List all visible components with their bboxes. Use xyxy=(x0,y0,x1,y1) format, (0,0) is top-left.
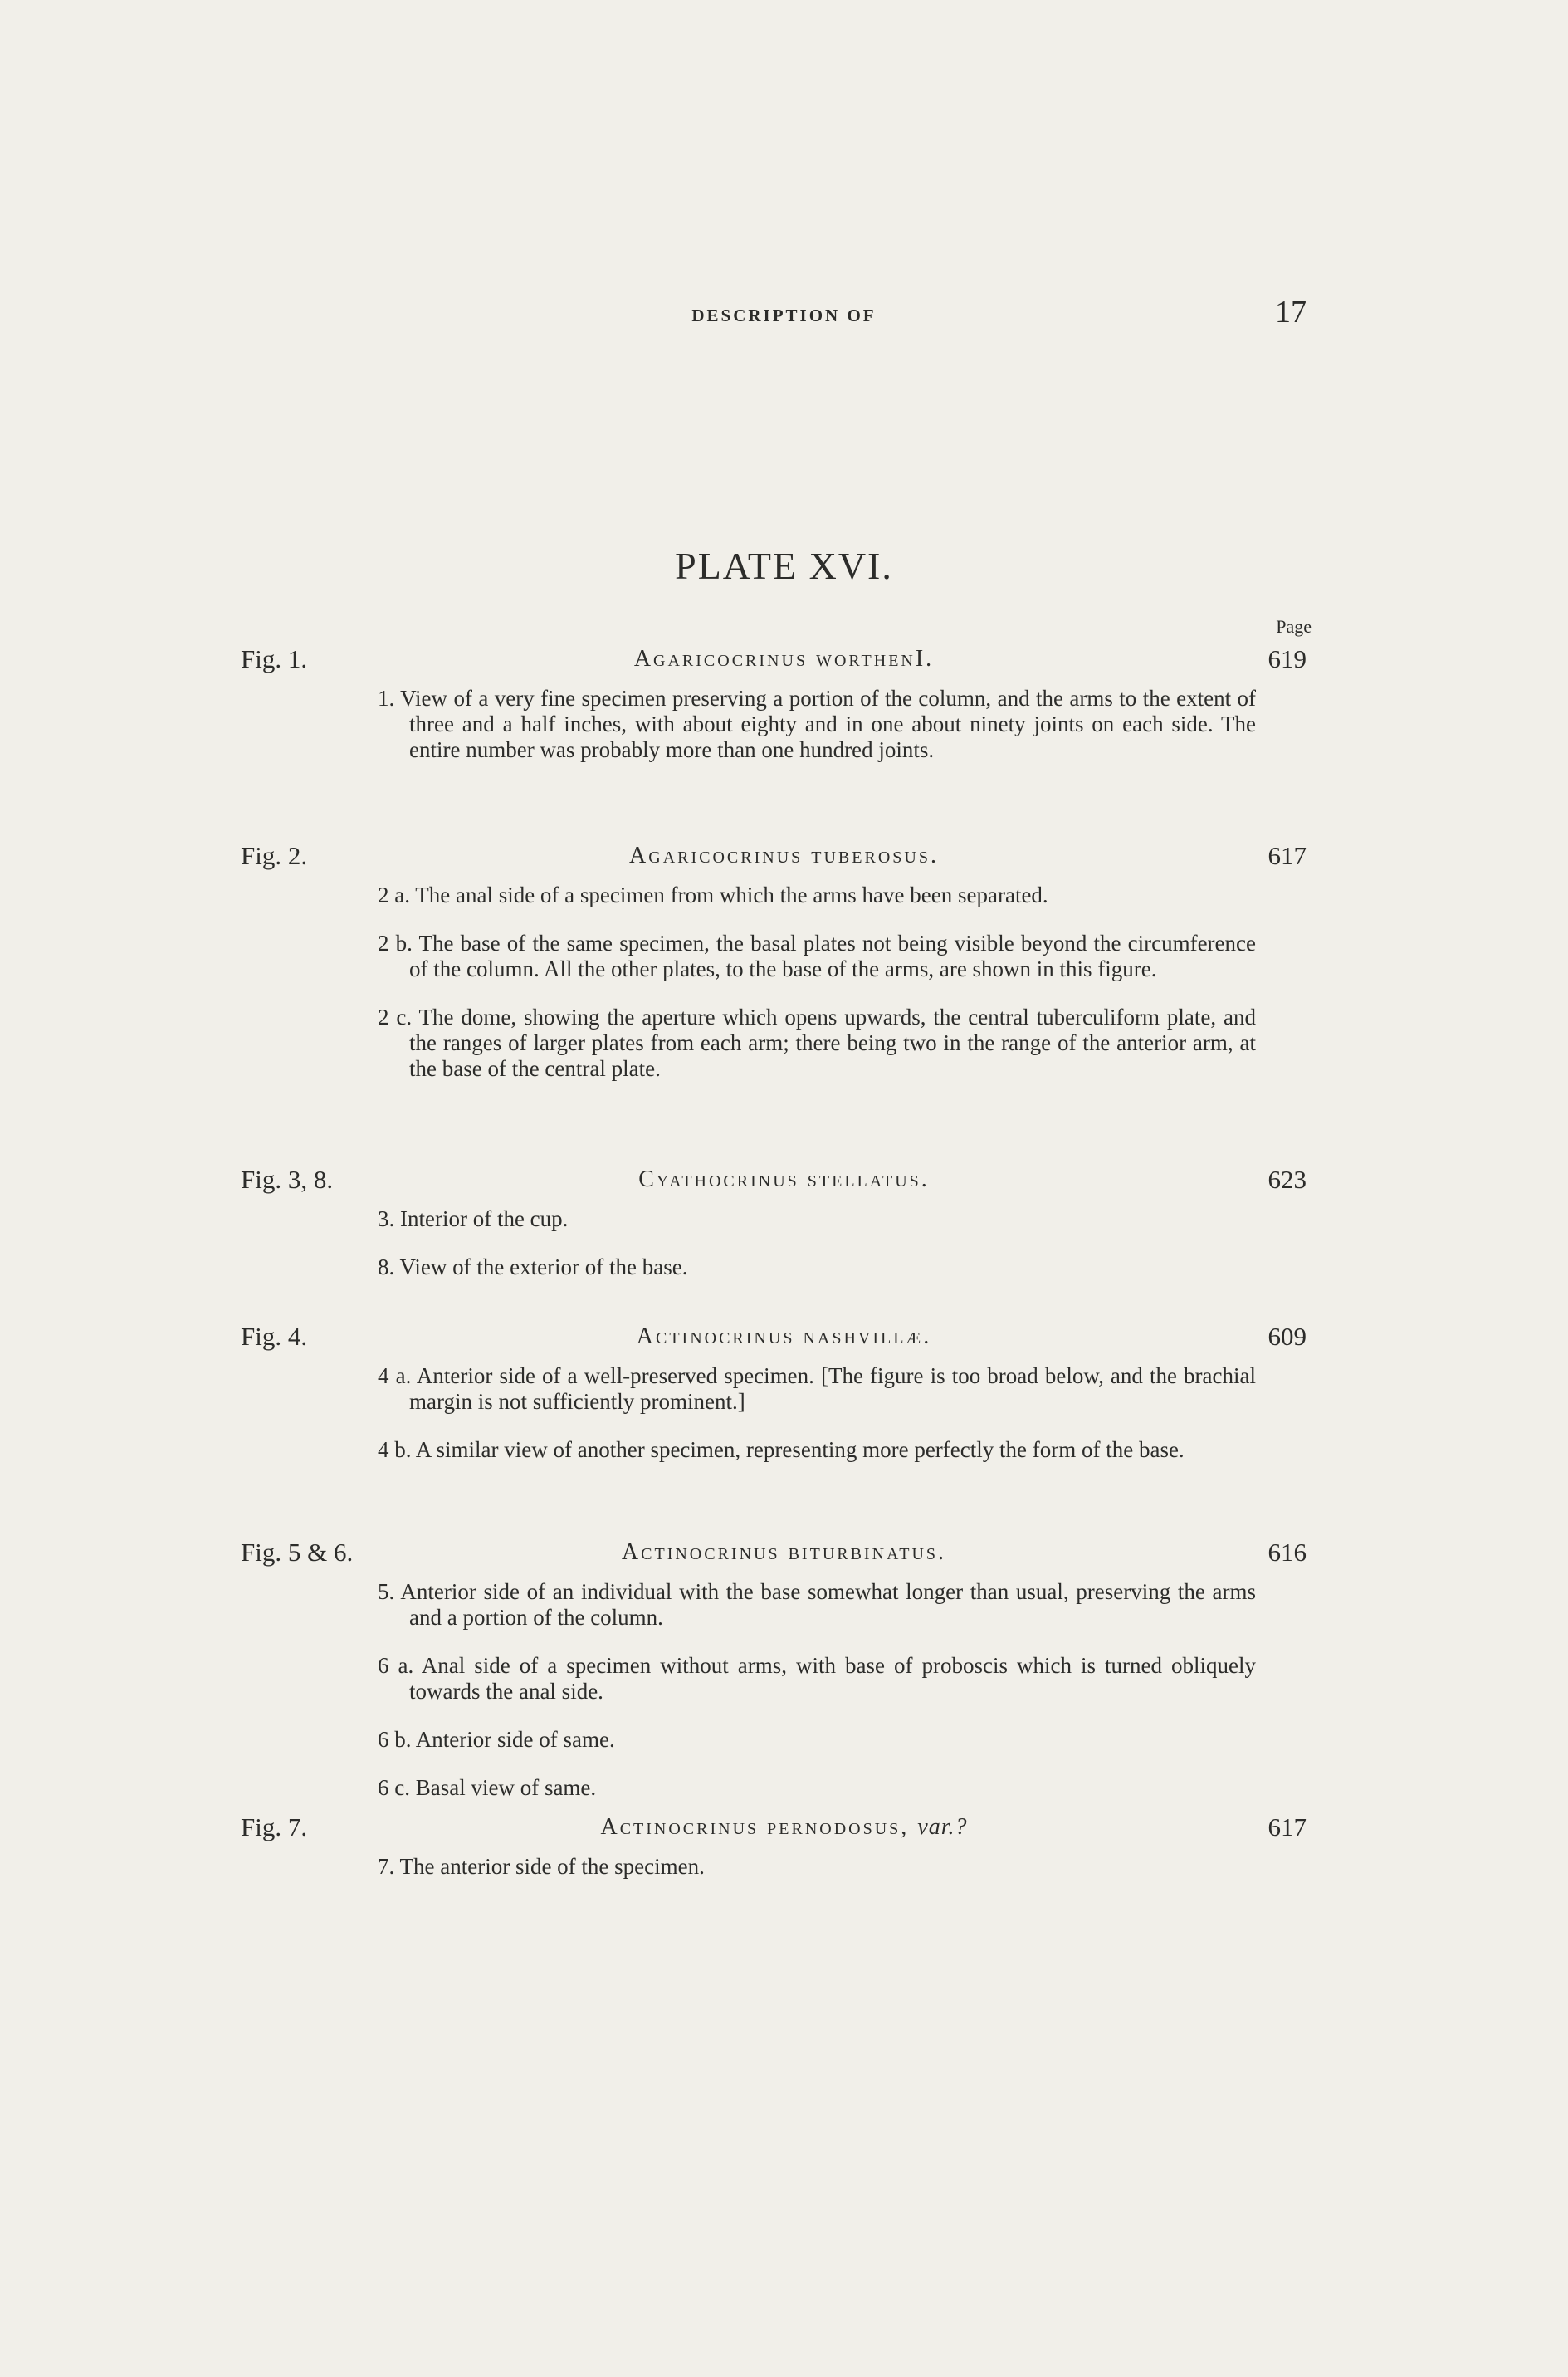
figure-description: 5. Anterior side of an individual with the base somewhat longer than usual, preserving the arms and a portion of the column. xyxy=(378,1579,1256,1630)
figure-description: 6 a. Anal side of a specimen without arms, with base of proboscis which is turned obliquely towards the anal side. xyxy=(378,1653,1256,1704)
species-name xyxy=(0,1814,1568,1841)
figure-entry-2 xyxy=(0,841,1568,1104)
figure-page-ref: 619 xyxy=(1268,644,1307,673)
figure-label: Fig. 1. xyxy=(241,644,308,673)
running-head xyxy=(0,295,1568,334)
species-name-text: Actinocrinus pernodosus, xyxy=(600,1814,910,1840)
figure-entry-3 xyxy=(0,1165,1568,1303)
figure-entry-1 xyxy=(0,644,1568,785)
figure-label: Fig. 5 & 6. xyxy=(241,1538,354,1567)
figure-page-ref: 617 xyxy=(1268,1812,1307,1841)
figure-description: 2 a. The anal side of a specimen from which the arms have been separated. xyxy=(378,883,1048,907)
figure-description: 2 c. The dome, showing the aperture which opens upwards, the central tuberculiform plate, and the ranges of larger plates from each arm; there being two in the range of the anterior arm, at the base of the central plate. xyxy=(378,1005,1256,1081)
figure-description: 8. View of the exterior of the base. xyxy=(378,1255,688,1279)
figure-description: 6 b. Anterior side of same. xyxy=(378,1727,615,1752)
species-name: Actinocrinus nashvillæ. xyxy=(636,1323,932,1349)
figure-page-ref: 617 xyxy=(1268,841,1307,870)
figure-label: Fig. 7. xyxy=(241,1812,308,1841)
figure-page-ref: 623 xyxy=(1268,1165,1307,1194)
figure-description: 2 b. The base of the same specimen, the basal plates not being visible beyond the circumference of the column. All the other plates, to the base of the arms, are shown in this figure. xyxy=(378,931,1256,981)
page-column-label: Page xyxy=(1276,616,1312,637)
figure-description: 1. View of a very fine specimen preserving a portion of the column, and the arms to the extent of three and a half inches, with about eighty and in one about ninety joints on each side. The entire number was probably more than one hundred joints. xyxy=(378,686,1256,762)
figure-description: 4 a. Anterior side of a well-preserved specimen. [The figure is too broad below, and the brachial margin is not sufficiently prominent.] xyxy=(378,1363,1256,1414)
species-name: Actinocrinus biturbinatus. xyxy=(621,1539,947,1565)
figure-label: Fig. 3, 8. xyxy=(241,1165,334,1194)
plate-title: PLATE XVI. xyxy=(675,545,893,587)
figure-label: Fig. 2. xyxy=(241,841,308,870)
figure-entry-5-6 xyxy=(0,1538,1568,1823)
figure-label: Fig. 4. xyxy=(241,1322,308,1351)
figure-description: 6 c. Basal view of same. xyxy=(378,1775,597,1800)
species-name: Agaricocrinus worthenI. xyxy=(633,646,935,672)
species-name: Cyathocrinus stellatus. xyxy=(638,1166,930,1192)
figure-description: 7. The anterior side of the specimen. xyxy=(378,1854,705,1879)
figure-description: 3. Interior of the cup. xyxy=(378,1206,569,1231)
figure-page-ref: 616 xyxy=(1268,1538,1307,1567)
species-name: Agaricocrinus tuberosus. xyxy=(629,843,939,868)
running-title: DESCRIPTION OF xyxy=(691,306,877,325)
figure-entry-7 xyxy=(0,1812,1568,1902)
figure-description: 4 b. A similar view of another specimen, representing more perfectly the form of the base. xyxy=(378,1437,1185,1462)
page-number: 17 xyxy=(1275,295,1307,330)
figure-page-ref: 609 xyxy=(1268,1322,1307,1351)
species-name-suffix: var.? xyxy=(917,1814,968,1840)
figure-entry-4 xyxy=(0,1322,1568,1485)
